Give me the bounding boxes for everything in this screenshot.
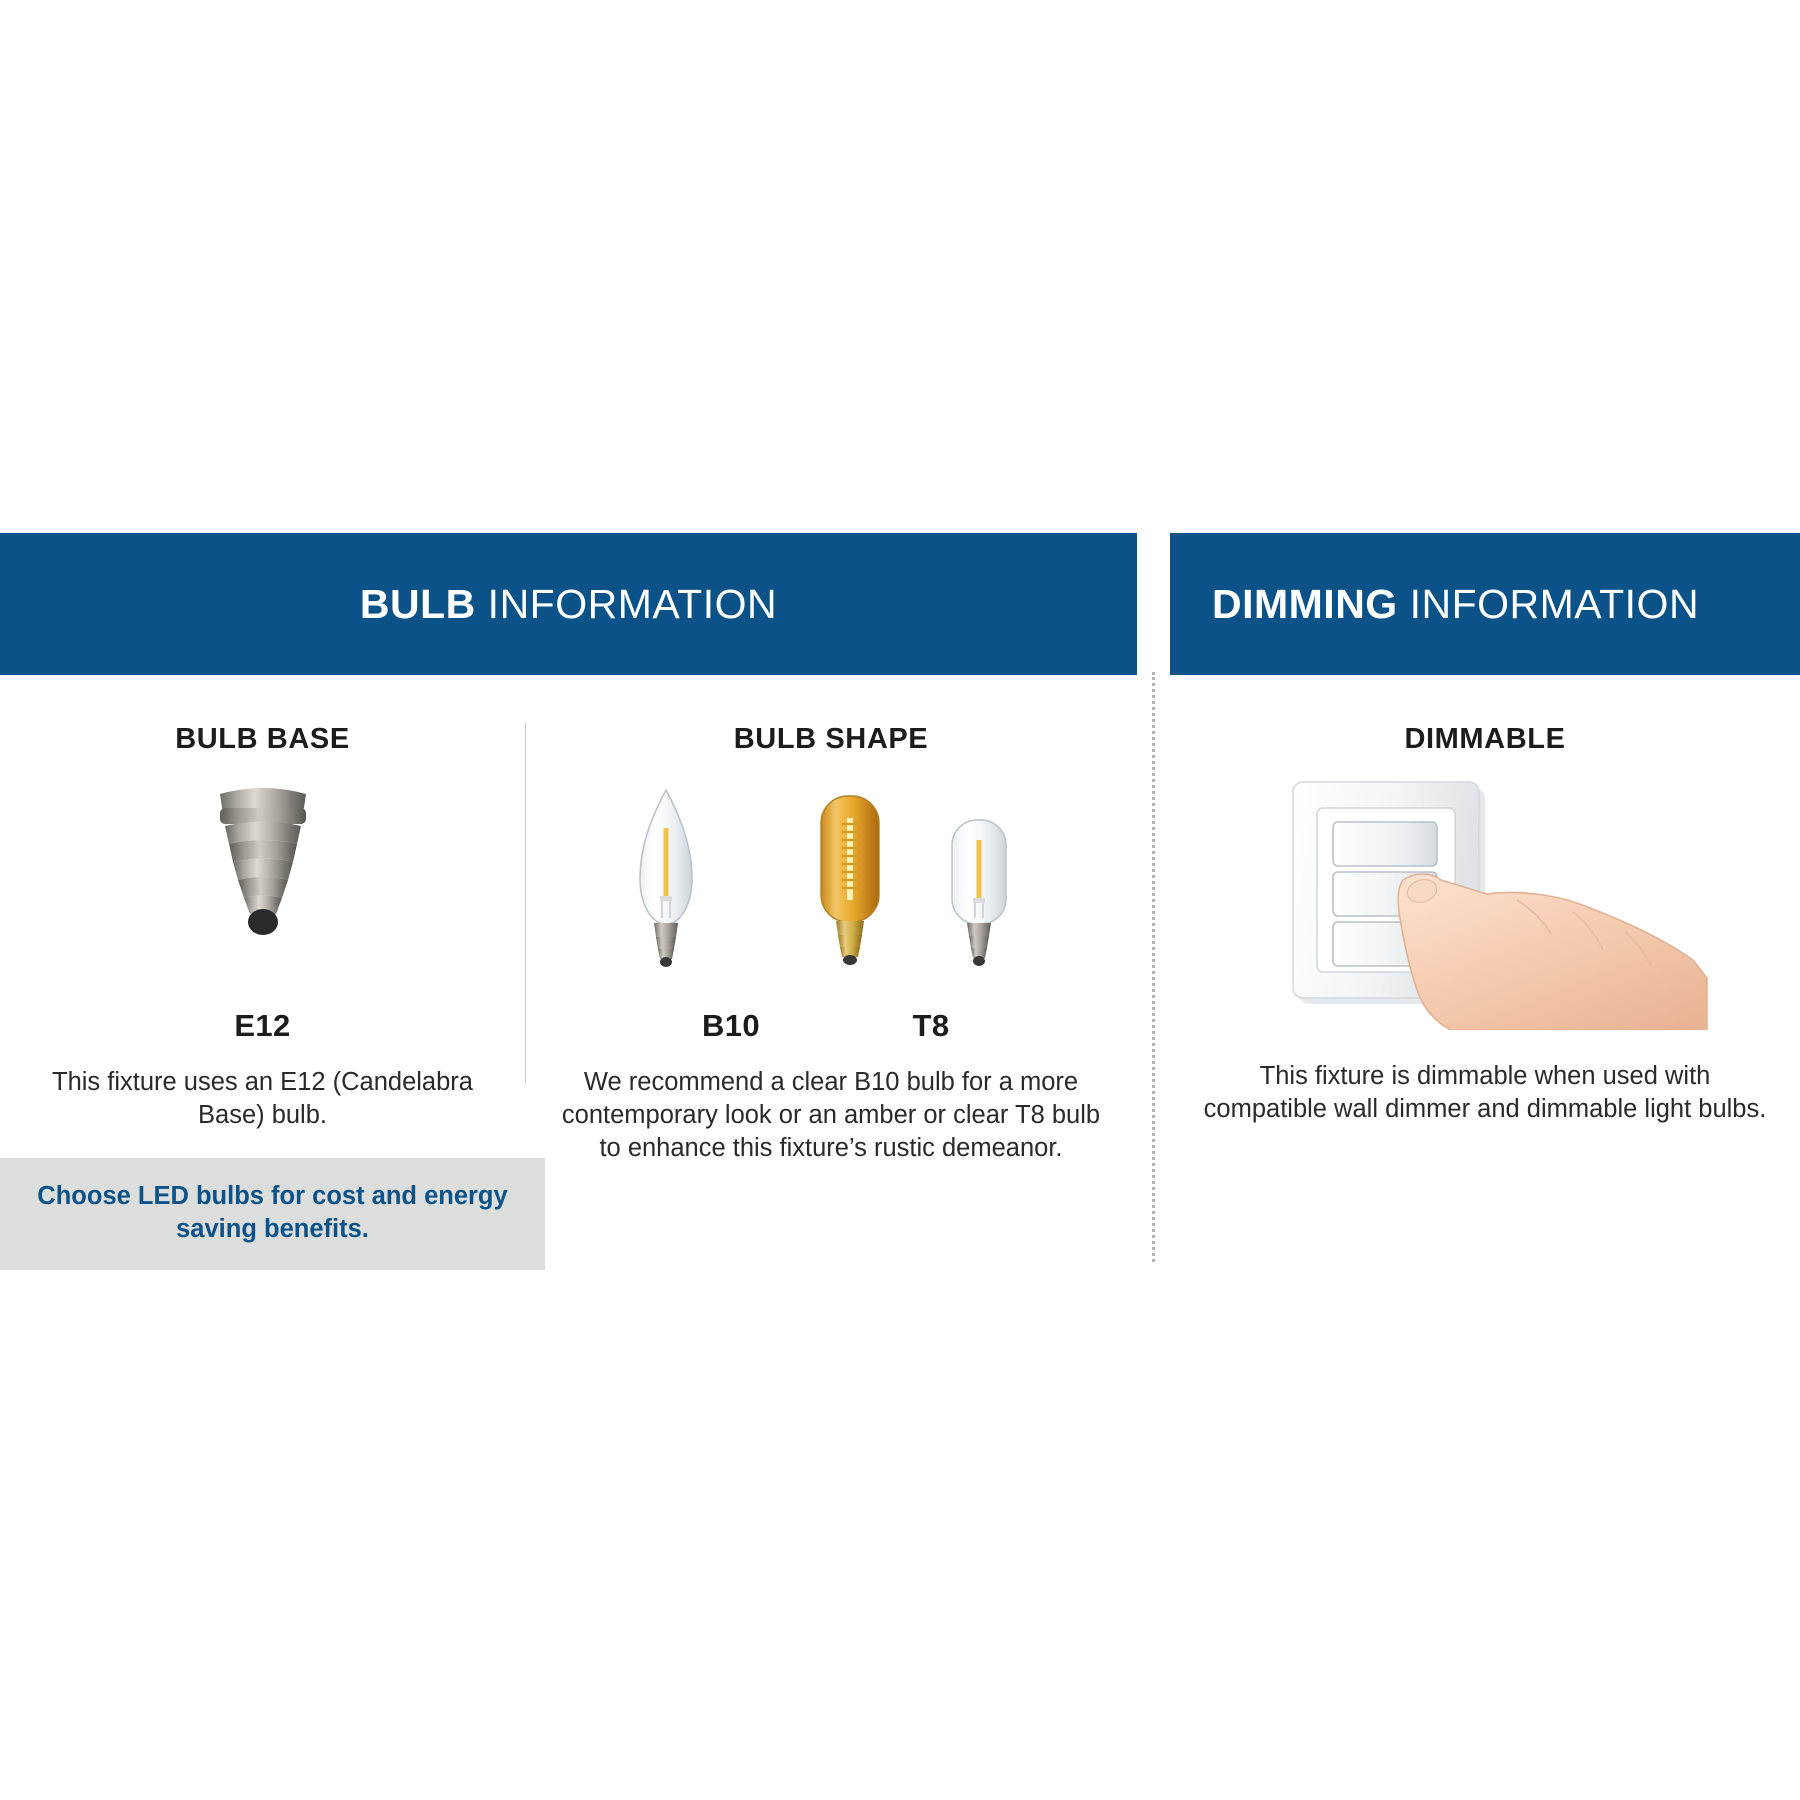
- tube-bulb-t8-clear-icon: [952, 820, 1006, 966]
- bulb-information-panel: [0, 533, 1137, 1270]
- bulb-base-artwork: [0, 778, 525, 1008]
- dimmable-artwork: [1170, 772, 1800, 1030]
- bulb-shape-caption-t8: T8: [912, 1008, 950, 1043]
- bulb-information-title: [360, 581, 777, 628]
- wall-dimmer-switch-hand-icon: [1255, 772, 1715, 1030]
- dimmable-title: DIMMABLE: [1404, 723, 1566, 755]
- bulb-base-caption: E12: [234, 1008, 291, 1043]
- led-bulb-tip: Choose LED bulbs for cost and energy saving benefits.: [0, 1158, 545, 1269]
- dimming-information-panel: [1170, 533, 1800, 1126]
- bulb-base-e12-icon: [163, 778, 363, 978]
- bulb-shape-title: BULB SHAPE: [733, 723, 929, 755]
- bulb-shape-icons-group: [596, 778, 1066, 988]
- dimming-information-header: [1170, 533, 1800, 675]
- dimming-information-title-bold: DIMMING: [1212, 580, 1398, 627]
- tube-bulb-t8-amber-icon: [821, 796, 879, 965]
- bulb-shape-artwork: [525, 778, 1137, 1008]
- panel-dotted-separator: [1152, 672, 1155, 1262]
- bulb-information-body: [0, 675, 1137, 1270]
- bulb-base-description: This fixture uses an E12 (Candelabra Base) bulb.: [52, 1068, 473, 1130]
- dimming-information-body: [1170, 675, 1800, 1126]
- dimming-information-title-light: INFORMATION: [1409, 580, 1700, 627]
- bulb-base-column: [0, 675, 525, 1270]
- bulb-information-title-bold: BULB: [359, 580, 476, 627]
- dimming-information-title: [1212, 581, 1699, 628]
- candle-bulb-b10-icon: [640, 790, 692, 967]
- bulb-shape-caption-b10: B10: [701, 1008, 761, 1043]
- bulb-shape-description: We recommend a clear B10 bulb for a more contemporary look or an amber or clear T8 bulb to enhance this fixture’s rustic demeanor.: [561, 1068, 1101, 1163]
- bulb-information-header: [0, 533, 1137, 675]
- bulb-base-title: BULB BASE: [175, 723, 350, 755]
- bulb-shape-captions: [525, 1008, 1137, 1044]
- dimmable-description: This fixture is dimmable when used with compatible wall dimmer and dimmable light bulbs.: [1203, 1062, 1767, 1124]
- bulb-information-title-light: INFORMATION: [487, 580, 778, 627]
- bulb-shape-column: [525, 675, 1137, 1270]
